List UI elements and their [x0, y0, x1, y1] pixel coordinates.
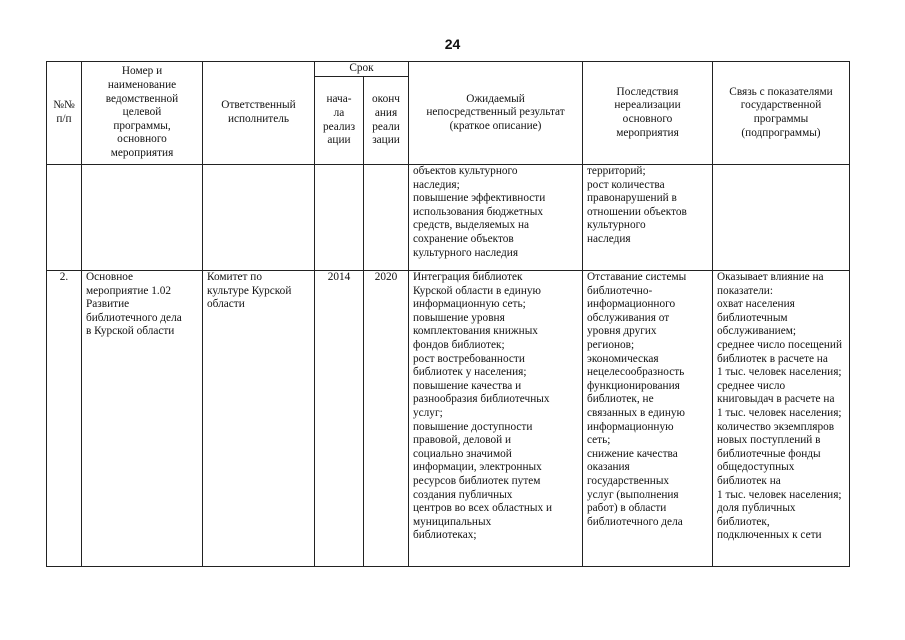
text-line: библиотечным — [717, 311, 788, 324]
text-line: мероприятия — [110, 146, 174, 159]
text-line: услуг; — [413, 406, 443, 419]
text-line: Номер и — [121, 65, 163, 78]
header-end — [364, 77, 409, 165]
text-line: отношении объектов — [587, 205, 687, 218]
text-line: нецелесообразность — [587, 366, 685, 379]
text-line: Ожидаемый — [466, 92, 525, 105]
text-line: фондов библиотек; — [413, 338, 505, 351]
text-line: библиотечные фонды — [717, 447, 821, 460]
text-line: в Курской области — [86, 325, 175, 338]
text-line: наследия; — [413, 178, 460, 191]
text-line: зации — [372, 134, 400, 147]
row-responsible — [203, 165, 315, 271]
text-line: разнообразия библиотечных — [413, 393, 550, 406]
text-line: муниципальных — [413, 515, 492, 528]
text-line: нереализации — [614, 99, 681, 112]
text-line: государственных — [587, 474, 670, 487]
text-line: области — [207, 298, 245, 311]
text-line: социально значимой — [413, 447, 512, 460]
row-num — [47, 165, 82, 271]
text-line: правонарушений в — [587, 192, 677, 205]
text-line: культуре Курской — [207, 284, 292, 297]
header-responsible — [203, 62, 315, 165]
text-line: Оказывает влияние на — [717, 271, 824, 283]
text-line: информационного — [587, 298, 676, 311]
text-line: Последствия — [616, 85, 679, 98]
text-line: библиотек, — [717, 515, 770, 528]
row-name — [82, 165, 203, 271]
text-line: средств, выделяемых на — [413, 219, 530, 232]
text-line: нача- — [326, 93, 352, 106]
text-line: доля публичных — [717, 502, 796, 515]
text-line: программы — [753, 113, 809, 125]
text-line: реализ — [322, 120, 356, 133]
row-consequences — [583, 165, 713, 271]
text-line: повышение эффективности — [413, 192, 546, 205]
row-result — [409, 165, 583, 271]
text-line: основного — [622, 113, 673, 125]
text-line: оказания — [587, 461, 630, 474]
row-start-year: 2014 — [315, 271, 364, 567]
row-result — [409, 271, 583, 567]
table-row — [47, 165, 850, 271]
text-line: 1 тыс. человек населения; — [717, 406, 842, 419]
text-line: повышение доступности — [413, 420, 533, 433]
text-line: экономическая — [587, 352, 659, 365]
table-row — [47, 271, 850, 567]
text-line: обслуживания от — [587, 311, 670, 324]
text-line: связанных в единую — [587, 406, 685, 419]
text-line: повышение уровня — [413, 311, 505, 324]
text-line: ла — [333, 106, 345, 119]
text-line: повышение качества и — [413, 379, 522, 392]
text-line: информации, электронных — [413, 461, 542, 474]
text-line: новых поступлений в — [717, 434, 821, 447]
text-line: уровня других — [587, 325, 657, 338]
text-line: ания — [374, 106, 398, 119]
text-line: основного — [117, 133, 167, 146]
text-line: Отставание системы — [587, 271, 687, 283]
text-line: снижение качества — [587, 447, 678, 460]
text-line: наименование — [107, 79, 177, 92]
row-indicators — [713, 165, 850, 271]
text-line: библиотек в расчете на — [717, 352, 828, 365]
text-line: Комитет по — [207, 271, 263, 283]
text-line: (подпрограммы) — [741, 126, 821, 139]
row-consequences — [583, 271, 713, 567]
header-start — [315, 77, 364, 165]
text-line: комплектования книжных — [413, 325, 538, 338]
row-indicators — [713, 271, 850, 567]
text-line: сеть; — [587, 434, 611, 447]
text-line: использования бюджетных — [413, 205, 544, 218]
text-line: Ответственный — [221, 99, 296, 112]
header-result — [409, 62, 583, 165]
text-line: обслуживанием; — [717, 325, 796, 338]
row-name — [82, 271, 203, 567]
text-line: ведомственной — [105, 92, 179, 105]
text-line: п/п — [56, 113, 72, 125]
text-line: услуг (выполнения — [587, 488, 679, 501]
text-line: мероприятие 1.02 — [86, 284, 171, 297]
text-line: №№ — [53, 99, 75, 112]
text-line: книговыдач в расчете на — [717, 393, 835, 406]
text-line: Курской области в единую — [413, 284, 541, 297]
text-line: библиотек, не — [587, 393, 654, 406]
text-line: Основное — [86, 271, 134, 283]
text-line: показатели: — [717, 284, 773, 297]
text-line: рост количества — [587, 178, 665, 191]
row-responsible — [203, 271, 315, 567]
text-line: общедоступных — [717, 461, 795, 474]
text-line: 1 тыс. человек населения; — [717, 488, 842, 501]
text-line: информационную — [587, 420, 674, 433]
header-indicators — [713, 62, 850, 165]
text-line: (краткое описание) — [449, 119, 542, 132]
text-line: охват населения — [717, 298, 795, 311]
row-end-year — [364, 165, 409, 271]
text-line: мероприятия — [616, 126, 679, 139]
text-line: территорий; — [587, 165, 646, 177]
header-name — [82, 62, 203, 165]
text-line: наследия — [587, 232, 631, 245]
text-line: Интеграция библиотек — [413, 271, 523, 283]
row-num: 2. — [47, 271, 82, 567]
text-line: программы, — [113, 119, 171, 132]
text-line: среднее число посещений — [717, 338, 843, 351]
text-line: оконч — [372, 93, 400, 106]
text-line: рост востребованности — [413, 352, 525, 365]
text-line: библиотек на — [717, 474, 781, 487]
text-line: государственной — [740, 99, 822, 112]
row-end-year: 2020 — [364, 271, 409, 567]
text-line: Связь с показателями — [729, 85, 833, 98]
text-line: информационную сеть; — [413, 298, 526, 311]
text-line: подключенных к сети — [717, 529, 822, 542]
text-line: центров во всех областных и — [413, 502, 552, 515]
header-consequences — [583, 62, 713, 165]
text-line: объектов культурного — [413, 165, 518, 177]
row-start-year — [315, 165, 364, 271]
page-number: 24 — [444, 36, 461, 52]
text-line: библиотек у населения; — [413, 366, 527, 379]
text-line: среднее число — [717, 379, 786, 392]
text-line: ресурсов библиотек путем — [413, 474, 541, 487]
header-term: Срок — [315, 62, 409, 77]
text-line: реали — [372, 120, 400, 133]
text-line: библиотечного дела — [86, 311, 182, 324]
text-line: ации — [327, 134, 351, 147]
text-line: работ) в области — [587, 502, 667, 515]
text-line: библиотечного дела — [587, 515, 683, 528]
text-line: непосредственный результат — [426, 106, 565, 119]
text-line: культурного наследия — [413, 246, 519, 259]
text-line: количество экземпляров — [717, 420, 835, 433]
header-num — [47, 62, 82, 165]
text-line: целевой — [122, 106, 162, 119]
text-line: сохранение объектов — [413, 232, 514, 245]
program-activities-table — [46, 61, 850, 567]
text-line: культурного — [587, 219, 646, 232]
text-line: 1 тыс. человек населения; — [717, 366, 842, 379]
text-line: исполнитель — [227, 113, 290, 125]
text-line: библиотеках; — [413, 529, 477, 542]
text-line: правовой, деловой и — [413, 434, 512, 447]
text-line: функционирования — [587, 379, 680, 392]
text-line: создания публичных — [413, 488, 513, 501]
text-line: Развитие — [86, 298, 130, 311]
text-line: библиотечно- — [587, 284, 653, 297]
text-line: регионов; — [587, 338, 635, 351]
